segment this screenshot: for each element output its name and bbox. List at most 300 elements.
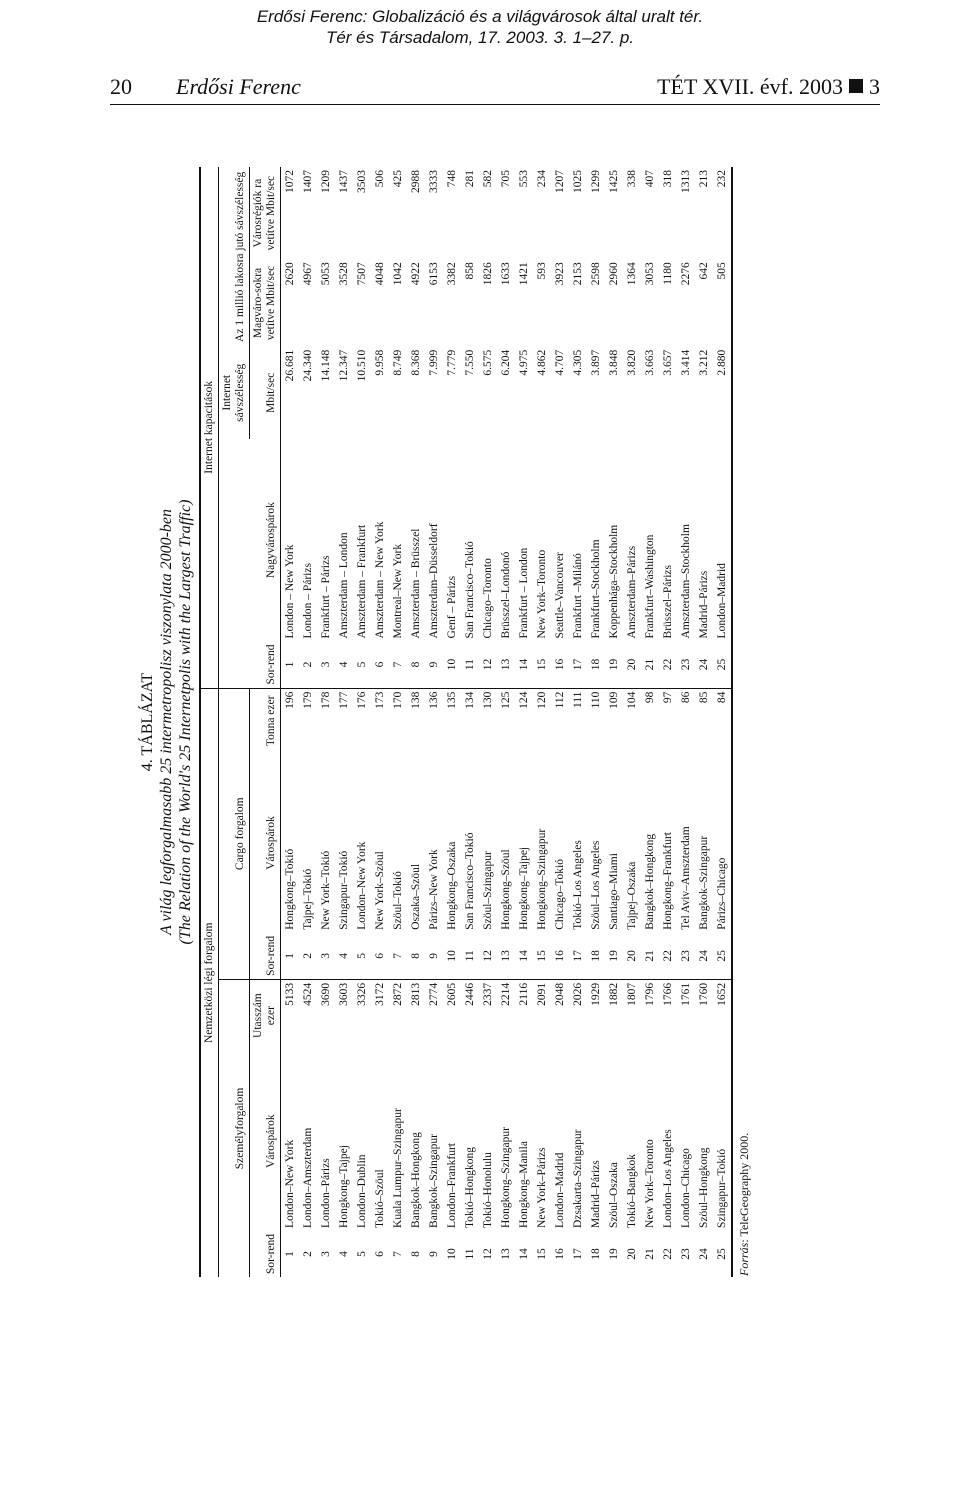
row-metro-pair: Koppenhága–Stockholm — [608, 524, 620, 639]
row-cargo-rank: 18 — [587, 933, 605, 980]
row-rank: 1 — [284, 1251, 296, 1257]
row-passenger-pair: London–Chicago — [680, 1148, 692, 1228]
row-cargo-pair: Szingapur–Tokió — [338, 850, 350, 930]
row-core: 3528 — [338, 262, 350, 286]
table-row — [641, 167, 659, 1277]
row-metro-pair: Frankfurt–Stockholm — [590, 539, 602, 639]
row-cargo-pair: Tajpej–Tokió — [302, 868, 314, 930]
row-passenger-pair: London–Amszterdam — [302, 1127, 314, 1228]
row-cargo-pair: Szöul–Tokió — [392, 871, 404, 930]
header-rank: Sor-rend — [250, 1231, 281, 1277]
row-passengers: 3690 — [320, 982, 332, 1006]
header-core: Magváro-sokra vetítve Mbit/sec — [250, 259, 281, 347]
row-passenger-pair: Tokió–Honolulu — [482, 1152, 494, 1228]
row-cargo-rank: 11 — [461, 933, 479, 980]
row-mbit: 3.820 — [626, 349, 638, 376]
row-passengers: 2091 — [536, 982, 548, 1006]
row-metro-pair: Amszterdam – London — [338, 532, 350, 639]
row-region: 1207 — [554, 170, 566, 193]
sub-bandwidth: Internet sávszélesség — [219, 347, 250, 439]
row-rank: 8 — [410, 1251, 422, 1257]
row-tons: 104 — [626, 691, 638, 709]
row-passenger-pair: Dzsakarta–Szingapur — [572, 1129, 584, 1228]
row-internet-rank: 12 — [479, 641, 497, 688]
row-tons: 85 — [698, 691, 710, 704]
row-internet-rank: 8 — [407, 641, 425, 688]
header-passengers: Utasszám ezer — [250, 979, 281, 1051]
row-internet-rank: 3 — [317, 641, 335, 688]
row-tons: 138 — [410, 691, 422, 709]
row-core: 6153 — [428, 262, 440, 286]
table-row — [695, 167, 713, 1277]
row-region: 213 — [698, 170, 710, 188]
table-row — [605, 167, 623, 1277]
row-cargo-rank: 25 — [713, 933, 732, 980]
table-source — [737, 162, 752, 1282]
row-passenger-pair: Kuala Lumpur–Szingapur — [392, 1108, 404, 1228]
table-row — [587, 167, 605, 1277]
source-text: : TeleGeography 2000. — [737, 1132, 751, 1243]
row-metro-pair: Frankfurt – Párizs — [320, 555, 332, 639]
row-region: 425 — [392, 170, 404, 188]
row-passengers: 5133 — [284, 982, 296, 1006]
row-mbit: 3.414 — [680, 349, 692, 376]
table-row — [479, 167, 497, 1277]
row-metro-pair: Frankfurt – London — [518, 547, 530, 639]
row-tons: 120 — [536, 691, 548, 709]
table-row — [299, 167, 317, 1277]
row-passengers: 2446 — [464, 982, 476, 1006]
row-cargo-rank: 9 — [425, 933, 443, 980]
row-mbit: 3.657 — [662, 349, 674, 376]
row-passenger-pair: Tokió–Bangkok — [626, 1154, 638, 1228]
row-rank: 3 — [320, 1251, 332, 1257]
table-row — [569, 167, 587, 1277]
row-core: 2620 — [284, 262, 296, 286]
row-passenger-pair: London–Madrid — [554, 1152, 566, 1228]
row-mbit: 14.148 — [320, 349, 332, 382]
row-cargo-pair: Bangkok–Hongkong — [644, 833, 656, 930]
row-rank: 22 — [662, 1248, 674, 1260]
table-row — [353, 167, 371, 1277]
row-cargo-rank: 14 — [515, 933, 533, 980]
row-rank: 13 — [500, 1248, 512, 1260]
header-cargo-rank: Sor-rend — [250, 933, 281, 980]
row-passengers: 1766 — [662, 982, 674, 1006]
table-row — [317, 167, 335, 1277]
row-passengers: 1882 — [608, 982, 620, 1006]
citation-line-1: Erdősi Ferenc: Globalizáció és a világvárosok által uralt tér. — [256, 7, 704, 26]
running-header — [110, 74, 880, 105]
row-internet-rank: 22 — [659, 641, 677, 688]
table-row — [389, 167, 407, 1277]
row-internet-rank: 11 — [461, 641, 479, 688]
row-cargo-rank: 20 — [623, 933, 641, 980]
row-region: 318 — [662, 170, 674, 188]
table-title-en: (The Relation of the World's 25 Internetpolis with the Largest Traffic) — [177, 499, 194, 945]
row-cargo-pair: Párizs–Chicago — [713, 753, 732, 933]
row-rank: 9 — [428, 1251, 440, 1257]
table-row — [335, 167, 353, 1277]
row-core: 7507 — [356, 262, 368, 286]
row-passengers: 2214 — [500, 982, 512, 1006]
row-mbit: 6.575 — [482, 349, 494, 376]
row-mbit: 7.550 — [464, 349, 476, 376]
row-cargo-pair: Tel Aviv–Amszterdam — [680, 826, 692, 930]
row-rank: 17 — [572, 1248, 584, 1260]
row-metro-pair: Chicago–Toronto — [482, 558, 494, 639]
row-rank: 20 — [626, 1248, 638, 1260]
row-passenger-pair: London–Dublin — [356, 1154, 368, 1228]
row-tons: 177 — [338, 691, 350, 709]
row-internet-rank: 6 — [371, 641, 389, 688]
row-cargo-rank: 4 — [335, 933, 353, 980]
table-row — [461, 167, 479, 1277]
row-passengers: 1796 — [644, 982, 656, 1006]
row-core: 1042 — [392, 262, 404, 286]
row-internet-rank: 16 — [551, 641, 569, 688]
row-cargo-rank: 6 — [371, 933, 389, 980]
row-cargo-rank: 17 — [569, 933, 587, 980]
row-core: 2276 — [680, 262, 692, 286]
row-mbit: 4.305 — [572, 349, 584, 376]
header-pairs: Várospárok — [250, 1051, 281, 1231]
row-passenger-pair: New York–Párizs — [536, 1147, 548, 1228]
row-internet-rank: 14 — [515, 641, 533, 688]
row-mbit: 2.880 — [713, 347, 732, 439]
header-mbit: Mbit/sec — [250, 347, 281, 439]
row-passenger-pair: Bangkok–Szingapur — [428, 1134, 440, 1228]
row-passenger-pair: Hongkong–Tajpej — [338, 1145, 350, 1228]
row-tons: 134 — [464, 691, 476, 709]
row-tons: 136 — [428, 691, 440, 709]
row-core: 4048 — [374, 262, 386, 286]
row-cargo-rank: 3 — [317, 933, 335, 980]
row-cargo-pair: Santiago–Miami — [608, 853, 620, 930]
row-rank: 7 — [392, 1251, 404, 1257]
row-passengers: 4524 — [302, 982, 314, 1006]
row-core: 1633 — [500, 262, 512, 286]
row-region: 1072 — [284, 170, 296, 193]
running-author: Erdősi Ferenc — [176, 74, 301, 99]
row-metro-pair: Frankfurt–Washington — [644, 534, 656, 639]
row-core: 505 — [713, 259, 732, 347]
row-region: 1425 — [608, 170, 620, 193]
row-passengers: 1761 — [680, 982, 692, 1006]
row-region: 582 — [482, 170, 494, 188]
row-internet-rank: 23 — [677, 641, 695, 688]
row-passenger-pair: New York–Toronto — [644, 1139, 656, 1228]
row-metro-pair: New York–Toronto — [536, 549, 548, 639]
row-cargo-rank: 8 — [407, 933, 425, 980]
row-internet-rank: 9 — [425, 641, 443, 688]
row-cargo-pair: Hongkong–Szingapur — [536, 828, 548, 930]
row-tons: 170 — [392, 691, 404, 709]
row-tons: 98 — [644, 691, 656, 704]
row-cargo-pair: San Francisco–Tokió — [464, 832, 476, 930]
row-mbit: 8.749 — [392, 349, 404, 376]
row-rank: 23 — [680, 1248, 692, 1260]
header-cargo-pairs: Várospárok — [250, 753, 281, 933]
journal-issue: TÉT XVII. évf. 2003 — [657, 74, 843, 99]
row-cargo-rank: 12 — [479, 933, 497, 980]
row-mbit: 12.347 — [338, 349, 350, 382]
row-core: 2153 — [572, 262, 584, 286]
running-journal — [657, 74, 880, 100]
row-passengers: 2048 — [554, 982, 566, 1006]
row-passenger-pair: Hongkong–Manila — [518, 1141, 530, 1228]
row-rank: 18 — [590, 1248, 602, 1260]
row-passenger-pair: London–Párizs — [320, 1158, 332, 1228]
row-cargo-rank: 5 — [353, 933, 371, 980]
row-core: 593 — [536, 262, 548, 280]
row-passenger-pair: Tokió–Hongkong — [464, 1146, 476, 1228]
row-passengers: 2116 — [518, 982, 530, 1006]
row-internet-rank: 1 — [281, 641, 300, 688]
row-region: 1313 — [680, 170, 692, 193]
row-tons: 84 — [713, 688, 732, 753]
table-row — [623, 167, 641, 1277]
row-metro-pair: Frankfurt –Milánó — [572, 553, 584, 639]
row-mbit: 3.848 — [608, 349, 620, 376]
row-metro-pair: Genf – Párizs — [446, 575, 458, 639]
row-metro-pair: Amszterdam – Frankfurt — [356, 524, 368, 639]
row-region: 338 — [626, 170, 638, 188]
table-row — [407, 167, 425, 1277]
row-cargo-rank: 16 — [551, 933, 569, 980]
row-internet-rank: 18 — [587, 641, 605, 688]
row-region: 281 — [464, 170, 476, 188]
row-region: 1209 — [320, 170, 332, 193]
row-passenger-pair: Tokió–Szöul — [374, 1169, 386, 1228]
row-core: 858 — [464, 262, 476, 280]
row-passengers: 1652 — [713, 979, 732, 1051]
row-rank: 4 — [338, 1251, 350, 1257]
row-rank: 5 — [356, 1251, 368, 1257]
group-air-traffic: Nemzetközi légi forgalom — [200, 688, 219, 1277]
row-internet-rank: 7 — [389, 641, 407, 688]
row-cargo-pair: Hongkong–Szöul — [500, 849, 512, 930]
row-cargo-rank: 2 — [299, 933, 317, 980]
row-tons: 179 — [302, 691, 314, 709]
row-passengers: 1807 — [626, 982, 638, 1006]
row-cargo-rank: 13 — [497, 933, 515, 980]
row-region: 232 — [713, 167, 732, 259]
row-internet-rank: 5 — [353, 641, 371, 688]
row-passengers: 1760 — [698, 982, 710, 1006]
row-internet-rank: 19 — [605, 641, 623, 688]
citation-header — [0, 6, 960, 48]
row-core: 2960 — [608, 262, 620, 286]
row-core: 3923 — [554, 262, 566, 286]
row-cargo-pair: Chicago–Tokió — [554, 859, 566, 930]
row-metro-pair: London – Párizs — [302, 563, 314, 639]
row-region: 1437 — [338, 170, 350, 193]
row-passenger-pair: London–New York — [284, 1139, 296, 1228]
row-tons: 109 — [608, 691, 620, 709]
row-cargo-pair: Hongkong–Frankfurt — [662, 832, 674, 930]
row-internet-rank: 2 — [299, 641, 317, 688]
row-cargo-rank: 22 — [659, 933, 677, 980]
row-rank: 24 — [698, 1248, 710, 1260]
row-tons: 111 — [572, 691, 584, 708]
row-passenger-pair: Madrid–Párizs — [590, 1160, 602, 1228]
table-row — [551, 167, 569, 1277]
journal-number: 3 — [869, 74, 880, 99]
row-core: 3382 — [446, 262, 458, 286]
row-region: 1299 — [590, 170, 602, 193]
row-cargo-rank: 10 — [443, 933, 461, 980]
header-metro-pairs: Nagyvárospárok — [250, 439, 281, 642]
row-rank: 12 — [482, 1248, 494, 1260]
row-mbit: 4.707 — [554, 349, 566, 376]
table-caption — [138, 162, 195, 1282]
row-mbit: 7.999 — [428, 349, 440, 376]
table-row — [533, 167, 551, 1277]
row-tons: 178 — [320, 691, 332, 709]
row-cargo-pair: Hongkong–Tajpej — [518, 846, 530, 930]
row-metro-pair: Amszterdam–Düsseldorf — [428, 523, 440, 639]
row-mbit: 26.681 — [284, 349, 296, 382]
row-tons: 130 — [482, 691, 494, 709]
row-metro-pair: Madrid–Párizs — [698, 570, 710, 639]
row-metro-pair: Amszterdam–Stockholm — [680, 524, 692, 639]
row-cargo-rank: 7 — [389, 933, 407, 980]
row-passengers: 2813 — [410, 982, 422, 1006]
row-tons: 125 — [500, 691, 512, 709]
row-tons: 110 — [590, 691, 602, 709]
row-mbit: 6.204 — [500, 349, 512, 376]
row-cargo-pair: Bangkok–Szingapur — [698, 835, 710, 930]
row-tons: 112 — [554, 691, 566, 709]
row-metro-pair: Montreal–New York — [392, 543, 404, 639]
row-passengers: 3326 — [356, 982, 368, 1006]
row-tons: 124 — [518, 691, 530, 709]
row-region: 234 — [536, 170, 548, 188]
source-label: Forrás — [737, 1242, 751, 1276]
row-internet-rank: 4 — [335, 641, 353, 688]
row-mbit: 3.212 — [698, 349, 710, 376]
row-core: 2598 — [590, 262, 602, 286]
row-cargo-pair: Párizs–New York — [428, 849, 440, 930]
row-metro-pair: Amszterdam – New York — [374, 521, 386, 639]
table-body — [281, 167, 733, 1277]
row-tons: 135 — [446, 691, 458, 709]
table-row — [713, 167, 732, 1277]
row-rank: 19 — [608, 1248, 620, 1260]
row-rank: 25 — [713, 1231, 732, 1277]
row-cargo-rank: 23 — [677, 933, 695, 980]
row-internet-rank: 13 — [497, 641, 515, 688]
row-core: 5053 — [320, 262, 332, 286]
row-mbit: 8.368 — [410, 349, 422, 376]
row-cargo-pair: Hongkong–Oszaka — [446, 841, 458, 930]
header-region: Városrégiók ra vetítve Mbit/sec — [250, 167, 281, 259]
row-mbit: 3.897 — [590, 349, 602, 376]
row-passenger-pair: Szöul–Hongkong — [698, 1147, 710, 1228]
row-rank: 10 — [446, 1248, 458, 1260]
row-core: 642 — [698, 262, 710, 280]
row-internet-rank: 24 — [695, 641, 713, 688]
row-passengers: 2605 — [446, 982, 458, 1006]
row-core: 1421 — [518, 262, 530, 286]
row-region: 3503 — [356, 170, 368, 193]
table-row — [659, 167, 677, 1277]
sub-passenger: Személyforgalom — [219, 979, 250, 1277]
row-region: 553 — [518, 170, 530, 188]
row-core: 3053 — [644, 262, 656, 286]
row-cargo-rank: 1 — [281, 933, 300, 980]
row-tons: 176 — [356, 691, 368, 709]
row-core: 4967 — [302, 262, 314, 286]
table-row — [443, 167, 461, 1277]
row-passengers: 3603 — [338, 982, 350, 1006]
row-mbit: 10.510 — [356, 349, 368, 382]
group-internet: Internet kapacitások — [200, 167, 219, 688]
row-rank: 15 — [536, 1248, 548, 1260]
row-rank: 14 — [518, 1248, 530, 1260]
row-rank: 21 — [644, 1248, 656, 1260]
row-core: 4922 — [410, 262, 422, 286]
table-row — [371, 167, 389, 1277]
row-passenger-pair: Hongkong–Szingapur — [500, 1127, 512, 1228]
row-internet-rank: 15 — [533, 641, 551, 688]
row-metro-pair: Brüsszel–Londonó — [500, 551, 512, 639]
row-cargo-pair: New York–Tokió — [320, 850, 332, 930]
row-cargo-pair: London–New York — [356, 841, 368, 930]
row-region: 1025 — [572, 170, 584, 193]
table-row — [515, 167, 533, 1277]
row-mbit: 24.340 — [302, 349, 314, 382]
row-internet-rank: 20 — [623, 641, 641, 688]
row-cargo-pair: Tajpej–Oszaka — [626, 861, 638, 930]
table-row — [497, 167, 515, 1277]
row-passengers: 3172 — [374, 982, 386, 1006]
row-metro-pair: Amszterdam–Párizs — [626, 545, 638, 639]
row-cargo-pair: Szöul–Szingapur — [482, 851, 494, 930]
row-passenger-pair: Bangkok–Hongkong — [410, 1132, 422, 1228]
row-cargo-pair: New York–Szöul — [374, 851, 386, 930]
row-internet-rank: 21 — [641, 641, 659, 688]
row-internet-rank: 17 — [569, 641, 587, 688]
row-metro-pair: San Francisco–Tokió — [464, 541, 476, 639]
table-number: 4. TÁBLÁZAT — [139, 672, 156, 772]
row-tons: 173 — [374, 691, 386, 709]
table-row — [677, 167, 695, 1277]
row-metro-pair: Amszterdam – Brüsszel — [410, 528, 422, 639]
sub-per-million: Az 1 millió lakosra jutó sávszélesség — [219, 167, 250, 347]
row-region: 705 — [500, 170, 512, 188]
row-region: 748 — [446, 170, 458, 188]
row-region: 506 — [374, 170, 386, 188]
row-cargo-rank: 15 — [533, 933, 551, 980]
row-metro-pair: London – New York — [284, 544, 296, 639]
row-cargo-pair: Hongkong–Tokió — [284, 848, 296, 930]
row-internet-rank: 25 — [713, 641, 732, 688]
table-title-hu: A világ legforgalmasabb 25 intermetropolisz viszonylata 2000-ben — [158, 508, 175, 936]
row-passenger-pair: Szöul–Oszaka — [608, 1162, 620, 1228]
data-table — [199, 167, 733, 1277]
row-region: 407 — [644, 170, 656, 188]
row-internet-rank: 10 — [443, 641, 461, 688]
square-bullet-icon — [849, 79, 863, 93]
row-tons: 97 — [662, 691, 674, 704]
row-core: 1364 — [626, 262, 638, 286]
row-metro-pair: Seattle–Vancouver — [554, 552, 566, 639]
row-mbit: 3.663 — [644, 349, 656, 376]
sub-cargo: Cargo forgalom — [219, 688, 250, 979]
row-passenger-pair: London–Frankfurt — [446, 1142, 458, 1228]
